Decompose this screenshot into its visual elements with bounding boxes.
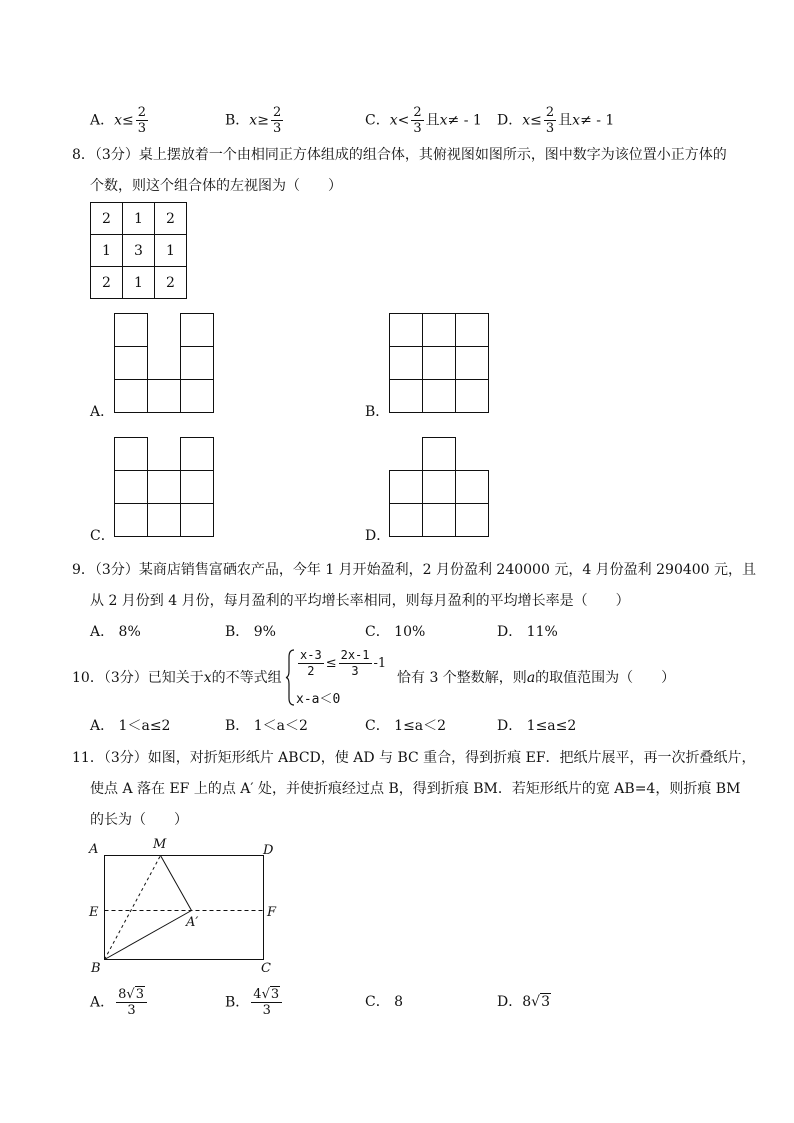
grid-cell: 1 xyxy=(123,267,155,299)
q8-option-b-label[interactable]: B． xyxy=(365,404,390,420)
q9-option-d[interactable]: D． 11% xyxy=(497,624,558,640)
q10-stem-prefix: 10．（3分）已知关于x的不等式组 xyxy=(72,670,282,686)
fraction: $\frac{2}{3}$ xyxy=(137,105,147,136)
q10-stem-suffix: 恰有 3 个整数解，则a的取值范围为（ ） xyxy=(397,670,676,686)
q9-option-c[interactable]: C． 10% xyxy=(365,624,426,640)
q7-option-a[interactable]: A．x≤ $\frac{2}{3}$ xyxy=(90,105,147,136)
q7-option-c[interactable]: C．x< $\frac{2}{3}$ 且x≠ - 1 xyxy=(365,105,482,136)
q11-option-d[interactable]: D．8√3 xyxy=(497,994,550,1010)
q8-option-a-figure xyxy=(114,313,215,414)
fraction: $\frac{2}{3}$ xyxy=(545,105,555,136)
point-D-label: D xyxy=(263,843,274,858)
q8-option-c-figure xyxy=(114,437,215,538)
q9-stem-line1: 9．（3分）某商店销售富硒农产品，今年 1 月开始盈利，2 月份盈利 240000 元，4 月份盈利 290400 元，且 xyxy=(72,562,757,578)
grid-cell: 2 xyxy=(91,267,123,299)
point-A-prime-label: A′ xyxy=(186,915,199,930)
grid-cell: 2 xyxy=(155,203,187,235)
point-F-label: F xyxy=(267,905,277,920)
point-C-label: C xyxy=(261,961,271,975)
q8-option-c-label[interactable]: C． xyxy=(90,528,115,544)
q10-option-a[interactable]: A． 1＜a≤2 xyxy=(90,718,171,734)
fraction: $\frac{8√3}{3}$ xyxy=(116,987,147,1018)
q8-option-a-label[interactable]: A． xyxy=(90,404,115,420)
q9-option-a[interactable]: A． 8% xyxy=(90,624,141,640)
point-B-label: B xyxy=(91,961,101,975)
q8-stem-line1: 8．（3分）桌上摆放着一个由相同正方体组成的组合体，其俯视图如图所示，图中数字为该位置小正方体的 xyxy=(72,147,727,163)
point-E-label: E xyxy=(89,905,99,920)
q11-stem-line2: 使点 A 落在 EF 上的点 A′ 处，并使折痕经过点 B，得到折痕 BM．若矩形纸片的宽 AB=4，则折痕 BM xyxy=(90,781,741,797)
q11-stem-line3: 的长为（ ） xyxy=(90,812,188,828)
q11-option-a[interactable]: A． $\frac{8√3}{3}$ xyxy=(90,987,149,1018)
q10-system-brace xyxy=(285,649,295,706)
grid-cell: 3 xyxy=(123,235,155,267)
fraction: $\frac{2}{3}$ xyxy=(272,105,282,136)
q8-option-d-figure xyxy=(389,437,490,538)
point-M-label: M xyxy=(153,837,167,852)
q11-stem-line1: 11．（3分）如图，对折矩形纸片 ABCD，使 AD 与 BC 重合，得到折痕 EF．把纸片展平，再一次折叠纸片， xyxy=(72,750,756,766)
point-A-label: A xyxy=(89,842,99,857)
grid-cell: 2 xyxy=(91,203,123,235)
grid-cell: 2 xyxy=(155,267,187,299)
fraction: $\frac{2}{3}$ xyxy=(413,105,422,136)
q10-option-c[interactable]: C． 1≤a＜2 xyxy=(365,718,447,734)
q8-top-view-grid xyxy=(90,202,187,299)
q11-option-b[interactable]: B． $\frac{4√3}{3}$ xyxy=(225,987,284,1018)
q8-option-b-figure xyxy=(389,313,490,414)
q9-stem-line2: 从 2 月份到 4 月份，每月盈利的平均增长率相同，则每月盈利的平均增长率是（ ） xyxy=(90,593,630,609)
q10-option-d[interactable]: D． 1≤a≤2 xyxy=(497,718,577,734)
q10-inequality-1: $\frac{x-3}{2}$ ≤ $\frac{2x-1}{3}$ -1 xyxy=(300,648,387,678)
q7-option-d[interactable]: D．x≤ $\frac{2}{3}$ 且x≠ - 1 xyxy=(497,105,615,136)
q7-option-b[interactable]: B．x≥ $\frac{2}{3}$ xyxy=(225,105,282,136)
q11-option-c[interactable]: C． 8 xyxy=(365,994,404,1010)
grid-cell: 1 xyxy=(91,235,123,267)
grid-cell: 1 xyxy=(155,235,187,267)
q8-option-d-label[interactable]: D． xyxy=(365,528,391,544)
fraction: $\frac{4√3}{3}$ xyxy=(251,987,282,1018)
q9-option-b[interactable]: B． 9% xyxy=(225,624,276,640)
q10-inequality-2: x-a＜0 xyxy=(296,692,341,707)
grid-cell: 1 xyxy=(123,203,155,235)
q8-stem-line2: 个数，则这个组合体的左视图为（ ） xyxy=(90,178,342,194)
q10-option-b[interactable]: B． 1＜a＜2 xyxy=(225,718,308,734)
q11-rectangle-figure xyxy=(85,835,285,975)
